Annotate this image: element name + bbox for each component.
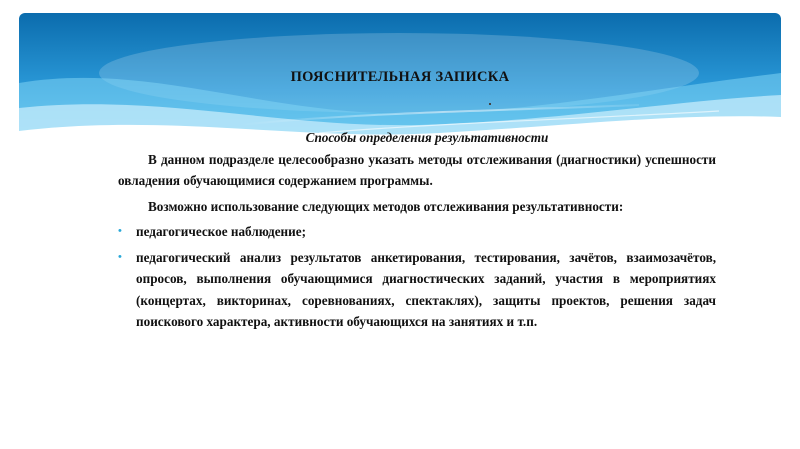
paragraph-methods: Возможно использование следующих методов отслеживания результативности: [148,198,624,214]
list-item [118,221,716,243]
section-subtitle: Способы определения результативности [305,130,549,145]
list-item-text: педагогический анализ результатов анкетирования, тестирования, зачётов, взаимозачётов, опросов, выполнения обучающимися диагностических заданий, участия в мероприятиях (концертах, викторинах, соревнованиях, спектаклях), защиты проектов, решения задач поискового характера, активности обучающихся на занятиях и т.п. [136,249,716,329]
methods-list [118,221,716,333]
decorative-dot [489,103,491,105]
bullet-icon: • [118,250,122,263]
list-item [118,247,716,333]
bullet-icon: • [118,225,122,237]
slide-body [118,127,716,337]
list-item-text: педагогическое наблюдение; [136,224,307,239]
slide-title: ПОЯСНИТЕЛЬНАЯ ЗАПИСКА [290,69,510,85]
paragraph-intro: В данном подразделе целесообразно указать методы отслеживания (диагностики) успешности овладения обучающимися содержанием программы. [118,151,716,188]
